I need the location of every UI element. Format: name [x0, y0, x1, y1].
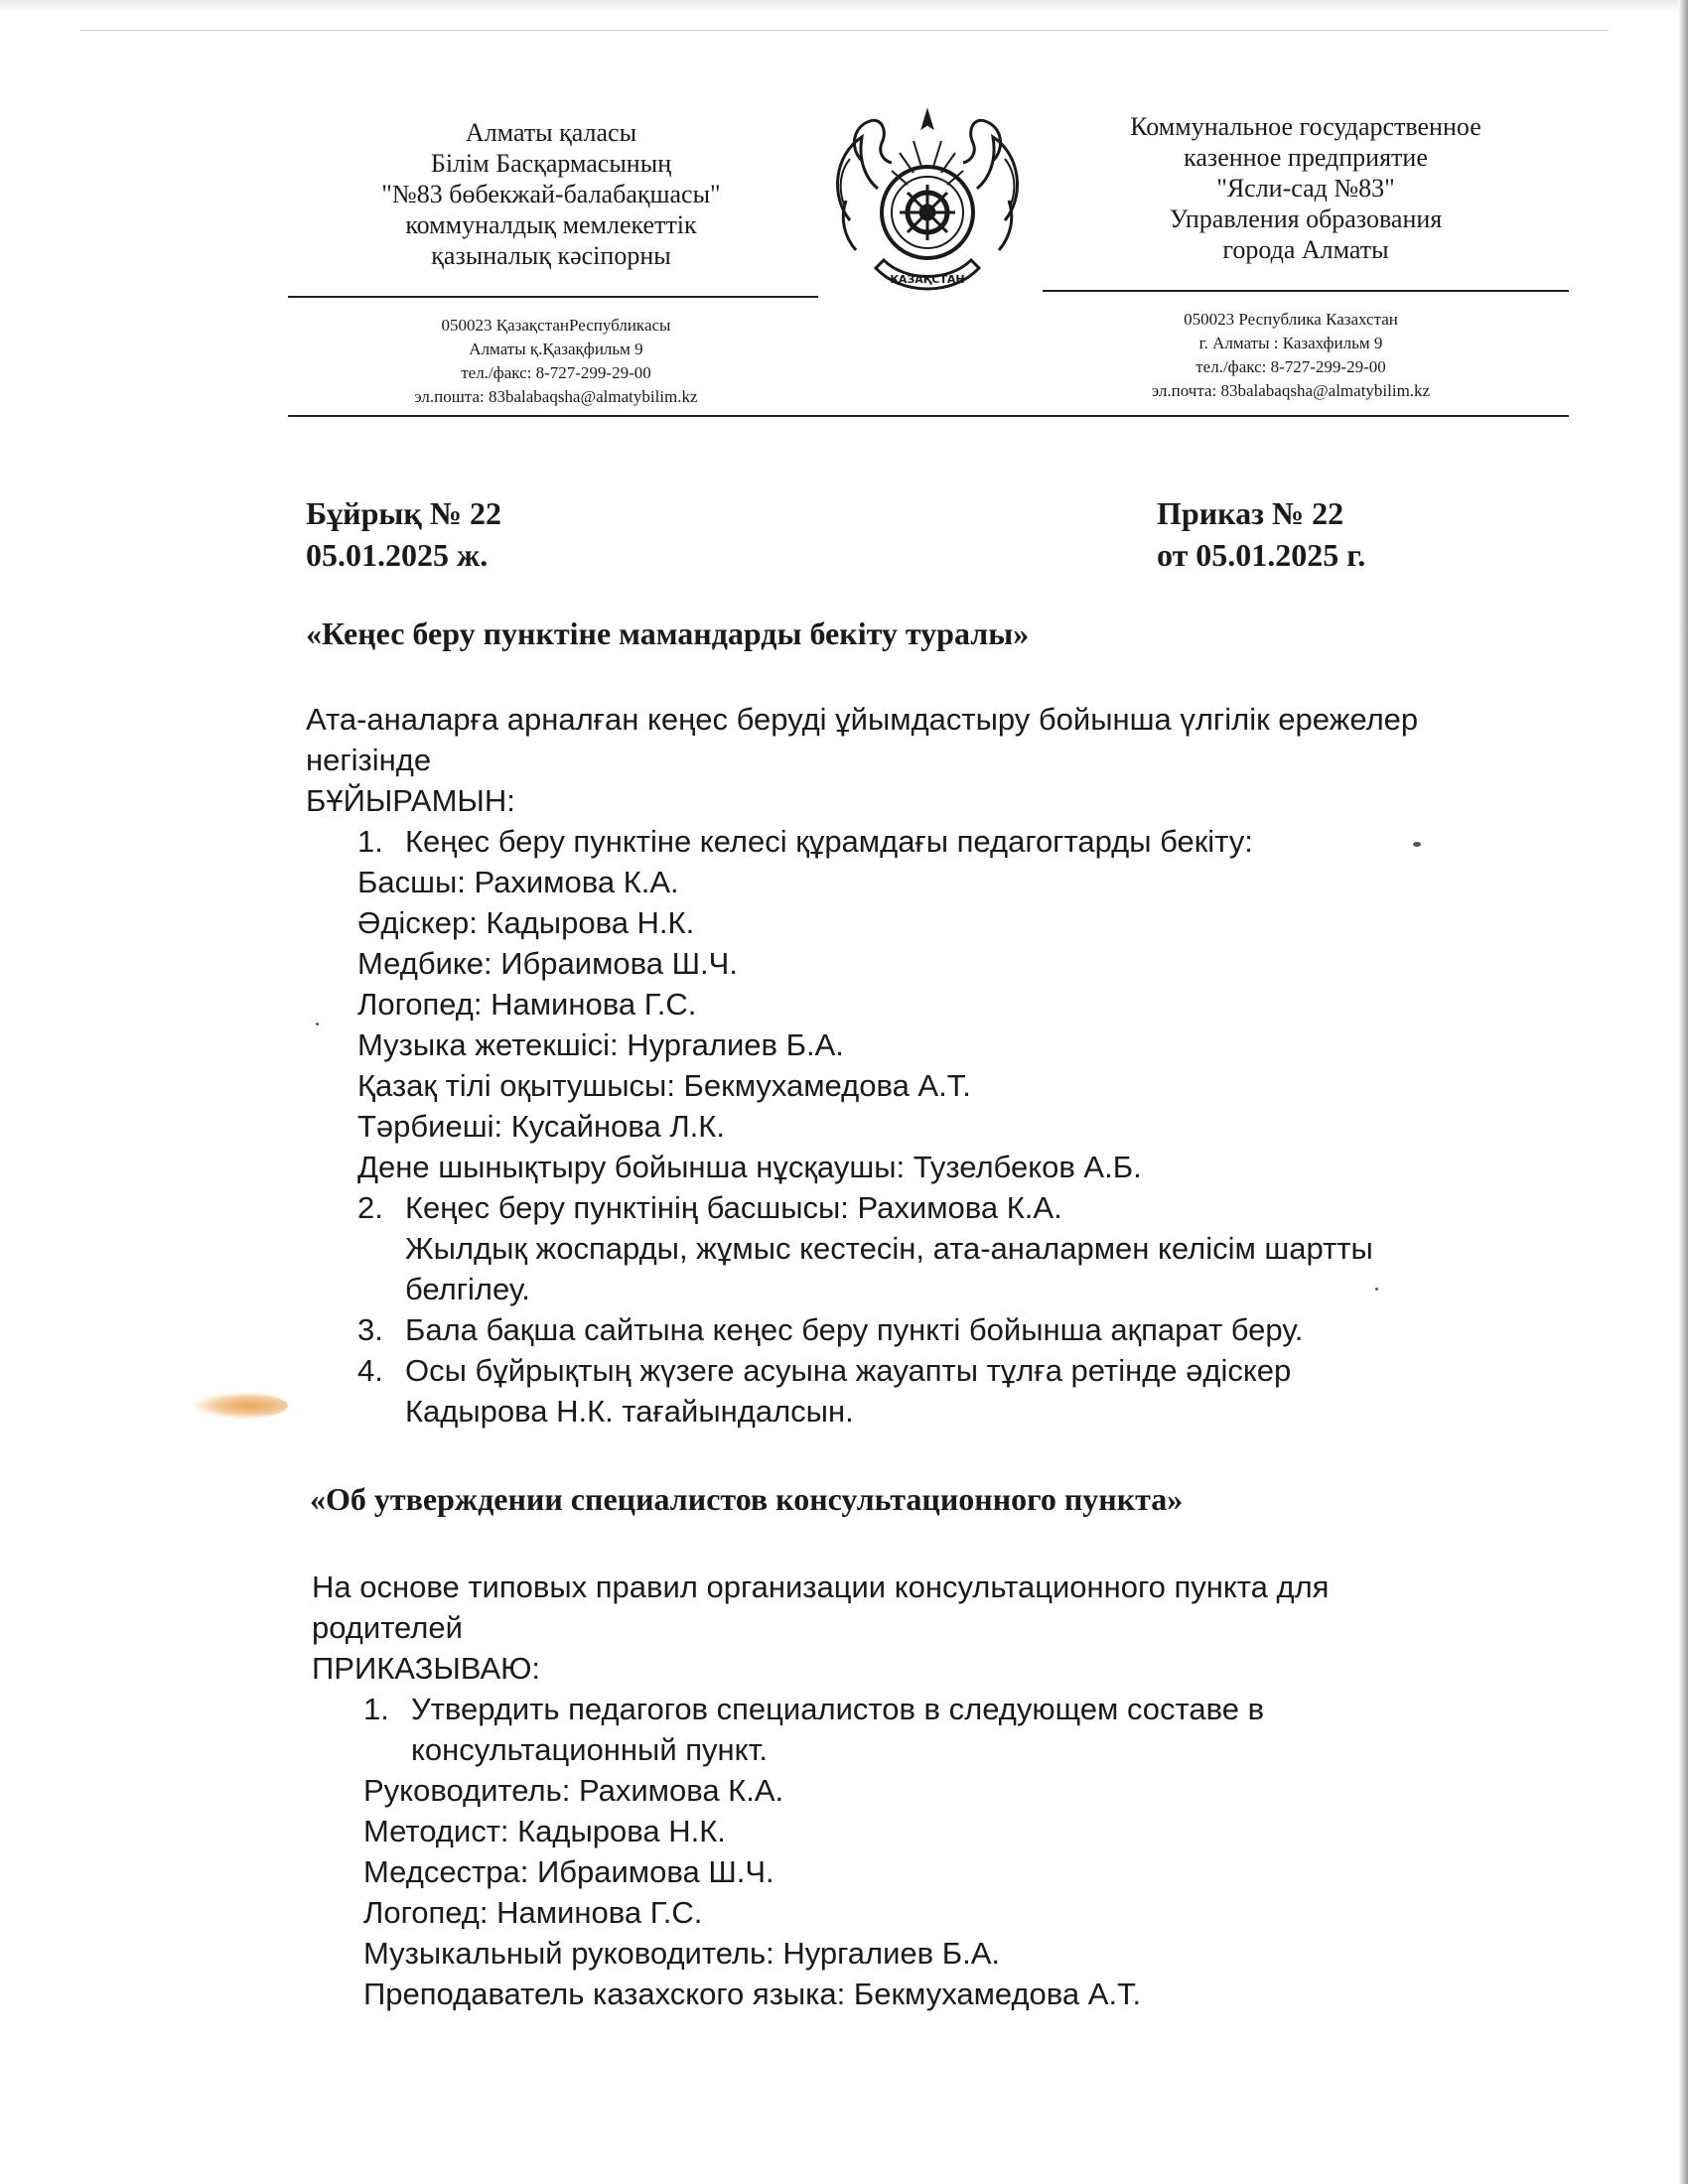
ru-body [312, 1567, 1603, 2014]
ru-title: «Об утверждении специалистов консультационного пункта» [310, 1481, 1184, 1517]
kz-intro-line: негізінде [306, 743, 432, 777]
header-rule-right [1043, 290, 1569, 292]
scan-edge-right [1678, 0, 1688, 2184]
address-right-line: тел./факс: 8-727-299-29-00 [1196, 357, 1386, 376]
kz-staff-line: Дене шынықтыру бойынша нұсқаушы: Тузелбеков А.Б. [357, 1150, 1142, 1184]
address-left [338, 314, 774, 409]
address-right [1072, 308, 1509, 403]
address-left-line: Алматы қ.Қазақфильм 9 [469, 340, 643, 358]
kz-item-2-continuation: белгілеу. [405, 1272, 530, 1306]
address-right-line: эл.почта: 83balabaqsha@almatybilim.kz [1151, 381, 1431, 400]
ru-item-1-continuation: консультационный пункт. [411, 1732, 768, 1767]
kz-item-2-number: 2. [357, 1190, 383, 1225]
scan-line-top [79, 30, 1609, 31]
kz-title: «Кеңес беру пунктіне мамандарды бекіту туралы» [306, 615, 1030, 651]
scan-speck [316, 1023, 319, 1025]
kz-command: БҰЙЫРАМЫН: [306, 783, 515, 818]
kz-item-3 [306, 1309, 1597, 1350]
order-ru-number: Приказ № 22 [1157, 495, 1344, 531]
header-right-line: города Алматы [1222, 235, 1389, 264]
kz-staff-line: Басшы: Рахимова К.А. [357, 865, 679, 899]
ru-staff-line: Логопед: Наминова Г.С. [363, 1895, 703, 1930]
kz-staff-line: Әдіскер: Кадырова Н.К. [357, 905, 695, 940]
order-ru-date: от 05.01.2025 г. [1157, 537, 1366, 573]
ru-intro-line: На основе типовых правил организации консультационного пункта для [312, 1570, 1330, 1604]
ru-staff-line: Преподаватель казахского языка: Бекмухамедова А.Т. [363, 1977, 1142, 2011]
header-left-line: қазыналық кәсіпорны [431, 241, 671, 270]
ru-staff-line: Методист: Кадырова Н.К. [363, 1814, 726, 1848]
address-left-line: 050023 ҚазақстанРеспубликасы [441, 316, 671, 335]
kz-item-3-text: Бала бақша сайтына кеңес беру пункті бойынша ақпарат беру. [405, 1312, 1304, 1347]
kz-item-2-continuation: Жылдық жоспарды, жұмыс кестесін, ата-аналармен келісім шартты [405, 1231, 1373, 1266]
ru-item-1-text: Утвердить педагогов специалистов в следующем составе в [411, 1692, 1265, 1726]
scan-stain [195, 1393, 288, 1419]
kz-item-2 [306, 1187, 1597, 1228]
kz-item-1-number: 1. [357, 824, 383, 859]
kz-item-4-continuation: Кадырова Н.К. тағайындалсын. [405, 1394, 854, 1429]
header-right-line: Коммунальное государственное [1130, 112, 1481, 141]
address-right-line: 050023 Республика Казахстан [1184, 310, 1398, 329]
scan-speck [1375, 1288, 1378, 1291]
kz-staff-line: Музыка жетекшісі: Нургалиев Б.А. [357, 1027, 844, 1062]
kz-staff-line: Медбике: Ибраимова Ш.Ч. [357, 946, 738, 981]
kz-staff-line: Логопед: Наминова Г.С. [357, 987, 697, 1022]
kz-item-4-number: 4. [357, 1353, 383, 1388]
address-left-line: эл.пошта: 83balabaqsha@almatybilim.kz [414, 387, 698, 406]
kz-item-4-text: Осы бұйрықтың жүзеге асуына жауапты тұлға ретінде әдіскер [405, 1353, 1292, 1388]
kz-item-4 [306, 1350, 1597, 1391]
header-left-line: Білім Басқармасының [430, 149, 672, 178]
header-left-line: коммуналдық мемлекеттік [405, 210, 697, 239]
header-left-line: "№83 бөбекжай-балабақшасы" [381, 180, 721, 208]
state-emblem-icon [822, 101, 1033, 312]
header-left-org [288, 117, 814, 271]
emblem-text: ҚАЗАҚСТАН [890, 273, 965, 286]
header-right-line: казенное предприятие [1184, 143, 1428, 172]
order-kz [306, 492, 501, 576]
order-ru [1157, 492, 1365, 576]
kz-staff-line: Қазақ тілі оқытушысы: Бекмухамедова А.Т. [357, 1068, 971, 1103]
scan-speck [1413, 842, 1421, 847]
header-rule-full [288, 415, 1569, 417]
header-right-line: Управления образования [1169, 205, 1443, 233]
header-rule-left [288, 296, 818, 298]
ru-staff-line: Медсестра: Ибраимова Ш.Ч. [363, 1854, 774, 1889]
kz-item-3-number: 3. [357, 1312, 383, 1347]
address-right-line: г. Алматы : Казахфильм 9 [1198, 334, 1383, 352]
kz-item-1-text: Кеңес беру пунктіне келесі құрамдағы педагогтарды бекіту: [405, 824, 1253, 859]
ru-intro-line: родителей [312, 1610, 463, 1645]
kz-item-1 [306, 821, 1597, 862]
kz-item-2-text: Кеңес беру пунктінің басшысы: Рахимова К.А. [405, 1190, 1062, 1225]
ru-item-1 [312, 1689, 1603, 1729]
order-kz-number: Бұйрық № 22 [306, 495, 501, 531]
ru-item-1-number: 1. [363, 1692, 389, 1726]
scan-edge-top [0, 0, 1688, 12]
kz-staff-line: Тәрбиеші: Кусайнова Л.К. [357, 1109, 725, 1144]
ru-command: ПРИКАЗЫВАЮ: [312, 1651, 541, 1686]
header-right-line: "Ясли-сад №83" [1216, 174, 1395, 203]
header-left-line: Алматы қаласы [465, 118, 637, 147]
header-right-org [1048, 111, 1564, 265]
kz-intro-line: Ата-аналарға арналған кеңес беруді ұйымдастыру бойынша үлгілік ережелер [306, 702, 1419, 737]
address-left-line: тел./факс: 8-727-299-29-00 [461, 363, 651, 382]
ru-staff-line: Музыкальный руководитель: Нургалиев Б.А. [363, 1936, 1000, 1971]
order-kz-date: 05.01.2025 ж. [306, 537, 489, 573]
kz-body [306, 699, 1597, 1432]
ru-staff-line: Руководитель: Рахимова К.А. [363, 1773, 784, 1808]
